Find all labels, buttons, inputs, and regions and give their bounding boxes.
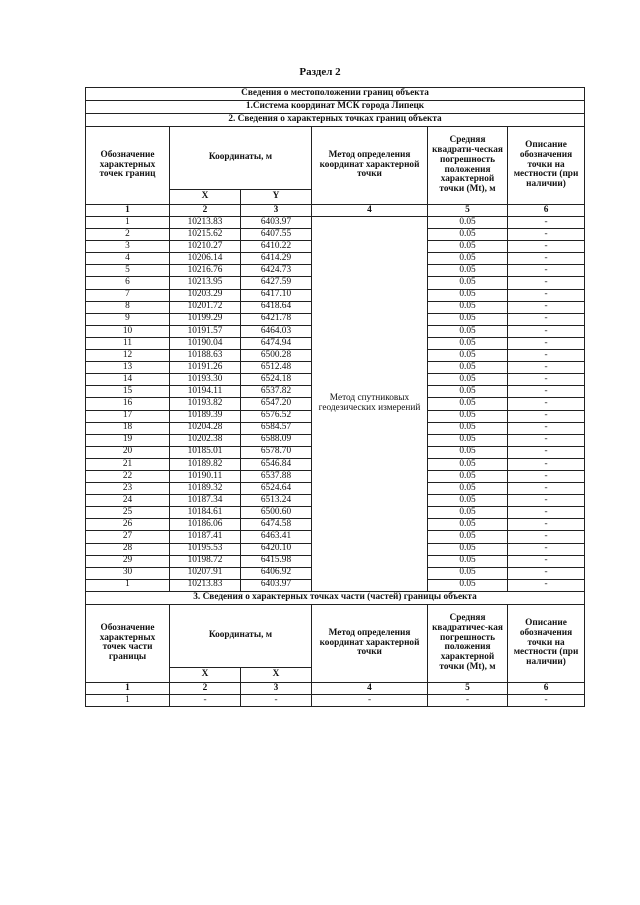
point-number: 24 [86,495,170,507]
error-mt: 0.05 [428,374,508,386]
coord-x: 10195.53 [170,543,241,555]
error-mt: 0.05 [428,422,508,434]
error-mt: 0.05 [428,519,508,531]
point-number: 25 [86,507,170,519]
coord-x: 10189.32 [170,483,241,495]
point-description: - [508,434,585,446]
error-mt: 0.05 [428,398,508,410]
error-mt: 0.05 [428,253,508,265]
coord-y: 6546.84 [241,458,312,470]
point-description: - [508,265,585,277]
point-number: 1 [86,579,170,591]
point-number: 20 [86,446,170,458]
error-mt: 0.05 [428,567,508,579]
table-row [86,694,585,706]
column-number: 1 [86,205,170,217]
coord-y: 6407.55 [241,229,312,241]
coord-y: 6576.52 [241,410,312,422]
s2-header-coords: Координаты, м [170,127,312,190]
coord-x: - [170,694,241,706]
coord-y: 6537.82 [241,386,312,398]
point-number: 9 [86,313,170,325]
s3-header-error: Средняя квадратичес-кая погрешность положения характерной точки (Mt), м [428,604,508,682]
error-mt: 0.05 [428,265,508,277]
error-mt: 0.05 [428,434,508,446]
point-description: - [508,470,585,482]
point-number: 7 [86,289,170,301]
method-cell: Метод спутниковых геодезических измерений [312,217,428,592]
s2-header-x: X [170,190,241,205]
coord-y: 6512.48 [241,362,312,374]
column-number: 5 [428,205,508,217]
coord-y: 6578.70 [241,446,312,458]
coord-x: 10206.14 [170,253,241,265]
error-mt: 0.05 [428,277,508,289]
point-number: 11 [86,337,170,349]
coord-x: 10201.72 [170,301,241,313]
error-mt: 0.05 [428,410,508,422]
point-number: 3 [86,241,170,253]
point-number: 14 [86,374,170,386]
coord-y: 6500.28 [241,350,312,362]
s3-header-desc: Описание обозначения точки на местности (при наличии) [508,604,585,682]
column-number: 2 [170,682,241,694]
point-description: - [508,507,585,519]
error-mt: 0.05 [428,217,508,229]
coord-x: 10213.83 [170,217,241,229]
point-number: 6 [86,277,170,289]
s3-header-coords: Координаты, м [170,604,312,667]
point-description: - [508,374,585,386]
section-title: Сведения о местоположении границ объекта [86,88,585,101]
error-mt: 0.05 [428,483,508,495]
coord-y: 6418.64 [241,301,312,313]
point-description: - [508,241,585,253]
coord-x: 10202.38 [170,434,241,446]
point-description: - [508,301,585,313]
coord-y: 6513.24 [241,495,312,507]
s2-header-y: Y [241,190,312,205]
column-number: 2 [170,205,241,217]
coord-x: 10215.62 [170,229,241,241]
column-number: 3 [241,682,312,694]
s2-title: 2. Сведения о характерных точках границ объекта [86,114,585,127]
column-number: 6 [508,682,585,694]
point-description: - [508,277,585,289]
page-heading: Раздел 2 [299,66,341,78]
coord-x: 10189.39 [170,410,241,422]
coord-x: 10194.11 [170,386,241,398]
coord-y: 6417.10 [241,289,312,301]
point-description: - [508,458,585,470]
coord-y: 6524.18 [241,374,312,386]
coord-y: 6584.57 [241,422,312,434]
s3-header-point: Обозначение характерных точек части границы [86,604,170,682]
coord-x: 10190.04 [170,337,241,349]
point-number: 27 [86,531,170,543]
point-number: 16 [86,398,170,410]
coord-y: 6424.73 [241,265,312,277]
column-number: 6 [508,205,585,217]
error-mt: 0.05 [428,543,508,555]
point-description: - [508,398,585,410]
coord-x: 10191.26 [170,362,241,374]
error-mt: 0.05 [428,337,508,349]
error-mt: 0.05 [428,301,508,313]
point-description: - [508,579,585,591]
point-description: - [508,386,585,398]
table-row [86,217,585,229]
coord-x: 10185.01 [170,446,241,458]
point-description: - [508,289,585,301]
error-mt: 0.05 [428,495,508,507]
coord-x: 10213.95 [170,277,241,289]
point-number: 10 [86,325,170,337]
error-mt: - [428,694,508,706]
point-description: - [508,217,585,229]
point-number: 28 [86,543,170,555]
s2-header-method: Метод определения координат характерной точки [312,127,428,205]
coord-x: 10203.29 [170,289,241,301]
column-number: 4 [312,682,428,694]
point-description: - [508,495,585,507]
column-number: 4 [312,205,428,217]
coord-y: 6463.41 [241,531,312,543]
error-mt: 0.05 [428,229,508,241]
error-mt: 0.05 [428,289,508,301]
coord-y: 6500.60 [241,507,312,519]
point-number: 23 [86,483,170,495]
point-number: 12 [86,350,170,362]
point-number: 5 [86,265,170,277]
coord-x: 10213.83 [170,579,241,591]
point-number: 19 [86,434,170,446]
point-number: 8 [86,301,170,313]
s3-header-x: X [170,667,241,682]
coord-y: 6474.58 [241,519,312,531]
error-mt: 0.05 [428,555,508,567]
coord-y: 6403.97 [241,579,312,591]
error-mt: 0.05 [428,458,508,470]
coord-x: 10189.82 [170,458,241,470]
s3-column-numbers [86,682,585,694]
coord-x: 10198.72 [170,555,241,567]
point-description: - [508,422,585,434]
coord-y: 6588.09 [241,434,312,446]
column-number: 3 [241,205,312,217]
point-number: 15 [86,386,170,398]
coord-y: 6410.22 [241,241,312,253]
error-mt: 0.05 [428,350,508,362]
coord-y: 6403.97 [241,217,312,229]
coord-y: 6537.88 [241,470,312,482]
point-number: 17 [86,410,170,422]
point-description: - [508,325,585,337]
point-number: 2 [86,229,170,241]
point-description: - [508,362,585,374]
coord-x: 10184.61 [170,507,241,519]
error-mt: 0.05 [428,362,508,374]
coord-x: 10186.06 [170,519,241,531]
point-description: - [508,519,585,531]
coord-system: 1.Система координат МСК города Липецк [86,101,585,114]
coord-y: 6420.10 [241,543,312,555]
coord-y: - [241,694,312,706]
s2-header-error: Средняя квадрати-ческая погрешность положения характерной точки (Mt), м [428,127,508,205]
error-mt: 0.05 [428,313,508,325]
point-number: 30 [86,567,170,579]
point-description: - [508,694,585,706]
boundary-table [85,87,585,707]
point-number: 13 [86,362,170,374]
point-description: - [508,229,585,241]
point-description: - [508,483,585,495]
error-mt: 0.05 [428,507,508,519]
coord-x: 10187.41 [170,531,241,543]
coord-y: 6415.98 [241,555,312,567]
coord-y: 6406.92 [241,567,312,579]
point-description: - [508,543,585,555]
error-mt: 0.05 [428,241,508,253]
method-cell: - [312,694,428,706]
point-number: 4 [86,253,170,265]
coord-x: 10199.29 [170,313,241,325]
point-number: 26 [86,519,170,531]
point-description: - [508,531,585,543]
coord-y: 6427.59 [241,277,312,289]
point-number: 22 [86,470,170,482]
error-mt: 0.05 [428,470,508,482]
coord-x: 10204.28 [170,422,241,434]
point-description: - [508,567,585,579]
coord-y: 6547.20 [241,398,312,410]
s2-column-numbers [86,205,585,217]
coord-y: 6474.94 [241,337,312,349]
coord-y: 6414.29 [241,253,312,265]
coord-x: 10187.34 [170,495,241,507]
coord-x: 10207.91 [170,567,241,579]
point-description: - [508,350,585,362]
point-number: 1 [86,217,170,229]
s3-title: 3. Сведения о характерных точках части (частей) границы объекта [86,591,585,604]
error-mt: 0.05 [428,386,508,398]
column-number: 1 [86,682,170,694]
coord-x: 10193.30 [170,374,241,386]
point-description: - [508,446,585,458]
s2-header-desc: Описание обозначения точки на местности (при наличии) [508,127,585,205]
s2-header-point: Обозначение характерных точек границ [86,127,170,205]
error-mt: 0.05 [428,579,508,591]
coord-y: 6464.03 [241,325,312,337]
coord-y: 6421.78 [241,313,312,325]
coord-x: 10193.82 [170,398,241,410]
point-description: - [508,337,585,349]
point-number: 29 [86,555,170,567]
point-description: - [508,410,585,422]
point-number: 18 [86,422,170,434]
coord-y: 6524.64 [241,483,312,495]
coord-x: 10188.63 [170,350,241,362]
error-mt: 0.05 [428,446,508,458]
error-mt: 0.05 [428,325,508,337]
coord-x: 10216.76 [170,265,241,277]
s3-header-method: Метод определения координат характерной точки [312,604,428,682]
point-number: 21 [86,458,170,470]
column-number: 5 [428,682,508,694]
coord-x: 10190.11 [170,470,241,482]
point-description: - [508,253,585,265]
point-description: - [508,313,585,325]
point-number: 1 [86,694,170,706]
error-mt: 0.05 [428,531,508,543]
s3-header-x2: X [241,667,312,682]
coord-x: 10191.57 [170,325,241,337]
coord-x: 10210.27 [170,241,241,253]
point-description: - [508,555,585,567]
